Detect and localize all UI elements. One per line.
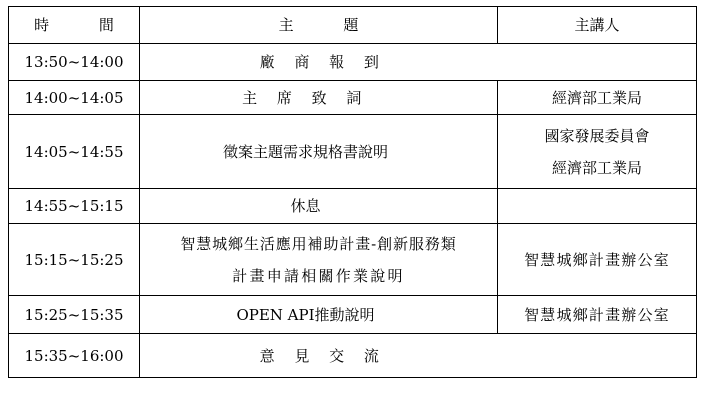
agenda-table [8,6,697,378]
row-time: 15:15~15:25 [9,224,140,296]
row-speaker [498,115,697,189]
row-topic: 廠 商 報 到 [140,44,697,81]
row-time: 13:50~14:00 [9,44,140,81]
table-row [9,81,697,115]
header-topic: 主 題 [140,7,498,44]
row-topic: 主 席 致 詞 [140,81,498,115]
row-time: 14:55~15:15 [9,189,140,224]
topic-line: 計畫申請相關作業說明 [232,266,405,285]
header-row [9,7,697,44]
topic-line: 智慧城鄉生活應用補助計畫-創新服務類 [180,234,457,253]
row-time: 15:35~16:00 [9,334,140,378]
speaker-line: 國家發展委員會 [544,126,650,145]
table-row [9,189,697,224]
row-topic [140,224,498,296]
table-row [9,44,697,81]
row-speaker [498,189,697,224]
row-speaker: 智慧城鄉計畫辦公室 [498,224,697,296]
header-speaker: 主講人 [498,7,697,44]
row-speaker: 經濟部工業局 [498,81,697,115]
table-row [9,334,697,378]
row-topic: OPEN API推動說明 [140,296,498,334]
table-row [9,296,697,334]
row-speaker: 智慧城鄉計畫辦公室 [498,296,697,334]
row-time: 14:05~14:55 [9,115,140,189]
row-topic: 意 見 交 流 [140,334,697,378]
table-row [9,115,697,189]
table-row [9,224,697,296]
row-time: 14:00~14:05 [9,81,140,115]
row-topic: 休息 [140,189,498,224]
speaker-line: 經濟部工業局 [551,158,642,177]
row-topic: 徵案主題需求規格書說明 [140,115,498,189]
row-time: 15:25~15:35 [9,296,140,334]
header-time: 時 間 [9,7,140,44]
